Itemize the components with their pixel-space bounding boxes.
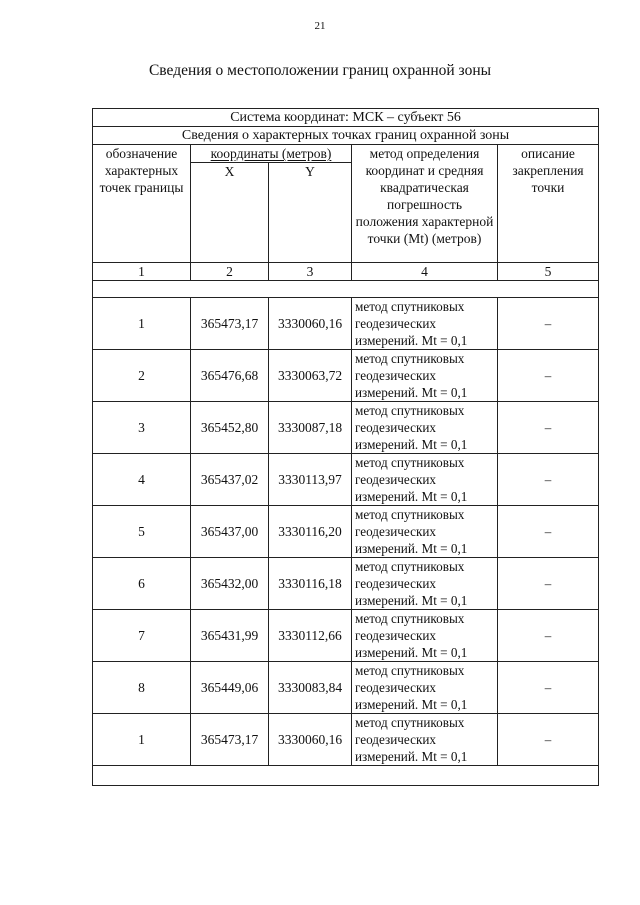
method-line: измерений. Mt = 0,1 [355, 489, 468, 504]
coord-y: 3330087,18 [269, 402, 352, 454]
header-description: описание закрепления точки [498, 145, 599, 263]
method-line: геодезических [355, 316, 437, 331]
method-line: метод спутниковых [355, 715, 465, 730]
table-row [93, 662, 599, 714]
blank-cell [93, 281, 599, 298]
method-line: метод спутниковых [355, 403, 465, 418]
method-cell [352, 350, 498, 402]
point-description: – [498, 714, 599, 766]
column-number: 4 [352, 263, 498, 281]
point-description: – [498, 350, 599, 402]
method-cell [352, 506, 498, 558]
table-row [93, 350, 599, 402]
coord-y: 3330116,18 [269, 558, 352, 610]
table-row [93, 558, 599, 610]
method-line: метод спутниковых [355, 611, 465, 626]
header-x: X [191, 163, 269, 263]
method-cell [352, 714, 498, 766]
method-line: измерений. Mt = 0,1 [355, 645, 468, 660]
point-description: – [498, 506, 599, 558]
coord-y: 3330112,66 [269, 610, 352, 662]
method-line: геодезических [355, 576, 437, 591]
point-description: – [498, 662, 599, 714]
point-number: 2 [93, 350, 191, 402]
method-line: измерений. Mt = 0,1 [355, 333, 468, 348]
point-number: 8 [93, 662, 191, 714]
method-line: геодезических [355, 472, 437, 487]
method-line: измерений. Mt = 0,1 [355, 593, 468, 608]
method-line: геодезических [355, 680, 437, 695]
coord-x: 365449,06 [191, 662, 269, 714]
point-number: 6 [93, 558, 191, 610]
point-description: – [498, 402, 599, 454]
method-line: геодезических [355, 368, 437, 383]
blank-cell [93, 766, 599, 786]
column-number-row [93, 263, 599, 281]
table-subtitle: Сведения о характерных точках границ охранной зоны [93, 127, 599, 145]
method-line: измерений. Mt = 0,1 [355, 697, 468, 712]
coord-x: 365437,02 [191, 454, 269, 506]
header-coordinates: координаты (метров) [191, 145, 352, 163]
coordinate-system-row [93, 109, 599, 127]
method-line: метод спутниковых [355, 351, 465, 366]
method-line: измерений. Mt = 0,1 [355, 437, 468, 452]
method-line: геодезических [355, 524, 437, 539]
coord-x: 365473,17 [191, 714, 269, 766]
coord-x: 365452,80 [191, 402, 269, 454]
table-row [93, 454, 599, 506]
table-row [93, 610, 599, 662]
document-title: Сведения о местоположении границ охранной зоны [148, 62, 492, 79]
point-number: 7 [93, 610, 191, 662]
method-cell [352, 558, 498, 610]
point-number: 1 [93, 298, 191, 350]
point-number: 1 [93, 714, 191, 766]
method-cell [352, 298, 498, 350]
point-description: – [498, 298, 599, 350]
point-description: – [498, 454, 599, 506]
method-cell [352, 662, 498, 714]
method-line: метод спутниковых [355, 663, 465, 678]
coord-x: 365437,00 [191, 506, 269, 558]
point-number: 4 [93, 454, 191, 506]
column-number: 1 [93, 263, 191, 281]
column-number: 5 [498, 263, 599, 281]
table-row [93, 402, 599, 454]
coord-x: 365431,99 [191, 610, 269, 662]
header-y: Y [269, 163, 352, 263]
coord-x: 365473,17 [191, 298, 269, 350]
point-description: – [498, 610, 599, 662]
blank-row [93, 281, 599, 298]
coord-y: 3330083,84 [269, 662, 352, 714]
page-number: 21 [314, 20, 326, 32]
coordinates-table [92, 108, 599, 786]
coord-y: 3330060,16 [269, 714, 352, 766]
method-line: метод спутниковых [355, 455, 465, 470]
method-line: метод спутниковых [355, 299, 465, 314]
method-line: измерений. Mt = 0,1 [355, 749, 468, 764]
method-line: измерений. Mt = 0,1 [355, 541, 468, 556]
table-row [93, 298, 599, 350]
blank-row [93, 766, 599, 786]
coord-y: 3330060,16 [269, 298, 352, 350]
method-line: метод спутниковых [355, 507, 465, 522]
method-line: измерений. Mt = 0,1 [355, 385, 468, 400]
coordinate-system: Система координат: МСК – субъект 56 [93, 109, 599, 127]
table-row [93, 714, 599, 766]
method-line: геодезических [355, 420, 437, 435]
table-row [93, 506, 599, 558]
column-number: 3 [269, 263, 352, 281]
point-number: 3 [93, 402, 191, 454]
method-cell [352, 402, 498, 454]
coord-y: 3330113,97 [269, 454, 352, 506]
point-description: – [498, 558, 599, 610]
point-number: 5 [93, 506, 191, 558]
column-number: 2 [191, 263, 269, 281]
header-row-1 [93, 145, 599, 163]
method-line: метод спутниковых [355, 559, 465, 574]
method-cell [352, 454, 498, 506]
coord-x: 365476,68 [191, 350, 269, 402]
header-method: метод определения координат и средняя квадратическая погрешность положения характерной точки (Mt) (метров) [352, 145, 498, 263]
header-point-designation: обозначение характерных точек границы [93, 145, 191, 263]
coord-x: 365432,00 [191, 558, 269, 610]
table-subtitle-row [93, 127, 599, 145]
coord-y: 3330116,20 [269, 506, 352, 558]
method-line: геодезических [355, 628, 437, 643]
method-line: геодезических [355, 732, 437, 747]
method-cell [352, 610, 498, 662]
coord-y: 3330063,72 [269, 350, 352, 402]
